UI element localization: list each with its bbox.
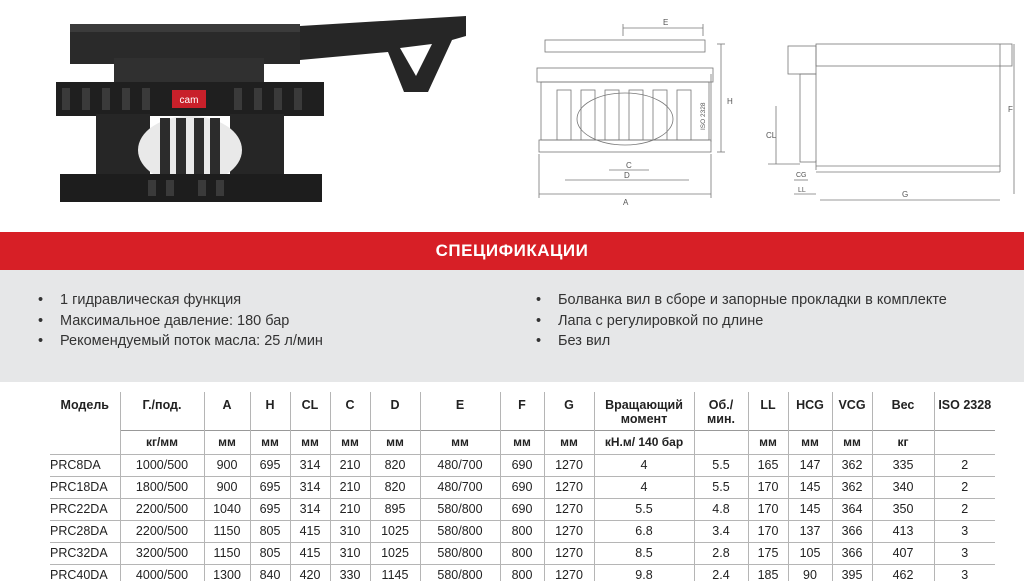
- table-row: [50, 564, 995, 581]
- feature-item: • 1 гидравлическая функция: [38, 292, 242, 308]
- column-header: VCG: [832, 392, 872, 430]
- table-cell: 2200/500: [120, 520, 204, 542]
- dim-F: F: [1008, 105, 1013, 114]
- table-cell: 147: [788, 454, 832, 476]
- table-cell: 420: [290, 564, 330, 581]
- table-cell: 1270: [544, 498, 594, 520]
- column-unit: [934, 430, 995, 454]
- dim-CG: CG: [796, 172, 807, 179]
- table-cell: 364: [832, 498, 872, 520]
- table-cell: 580/800: [420, 564, 500, 581]
- table-body: [50, 454, 995, 581]
- table-cell: 805: [250, 542, 290, 564]
- table-cell: 895: [370, 498, 420, 520]
- table-cell: 480/700: [420, 476, 500, 498]
- table-cell: 170: [748, 498, 788, 520]
- table-cell: 1025: [370, 542, 420, 564]
- table-row: [50, 542, 995, 564]
- table-cell: 407: [872, 542, 934, 564]
- table-cell: 9.8: [594, 564, 694, 581]
- table-cell: 145: [788, 476, 832, 498]
- table-cell: 366: [832, 542, 872, 564]
- dim-E: E: [663, 18, 669, 27]
- table-cell: 3: [934, 520, 995, 542]
- feature-item: • Лапа с регулировкой по длине: [536, 312, 764, 329]
- table-cell: 1150: [204, 520, 250, 542]
- table-cell: 314: [290, 498, 330, 520]
- side-view-drawing: [760, 14, 1022, 214]
- table-cell: 340: [872, 476, 934, 498]
- table-cell: 310: [330, 542, 370, 564]
- column-unit: мм: [370, 430, 420, 454]
- feature-item: • Без вил: [536, 333, 611, 349]
- table-cell: 170: [748, 476, 788, 498]
- table-cell: 165: [748, 454, 788, 476]
- table-cell: 3: [934, 564, 995, 581]
- table-cell: 5.5: [594, 498, 694, 520]
- table-cell: 415: [290, 520, 330, 542]
- dim-ISO: ISO 2328: [700, 102, 707, 130]
- dim-A: A: [623, 198, 629, 207]
- table-cell: 6.8: [594, 520, 694, 542]
- table-cell: 4.8: [694, 498, 748, 520]
- column-unit: мм: [330, 430, 370, 454]
- table-cell: 3: [934, 542, 995, 564]
- table-cell: 8.5: [594, 542, 694, 564]
- table-cell: 2: [934, 498, 995, 520]
- table-cell: 900: [204, 454, 250, 476]
- table-cell: 5.5: [694, 476, 748, 498]
- table-cell: 2: [934, 454, 995, 476]
- column-header: F: [500, 392, 544, 430]
- table-units-row: [50, 430, 995, 454]
- feature-item: • Максимальное давление: 180 бар: [38, 312, 290, 329]
- column-header: LL: [748, 392, 788, 430]
- features-panel: [0, 270, 1024, 382]
- table-cell: 800: [500, 520, 544, 542]
- column-unit: мм: [748, 430, 788, 454]
- table-cell: 480/700: [420, 454, 500, 476]
- column-header: H: [250, 392, 290, 430]
- table-cell: 1150: [204, 542, 250, 564]
- table-cell: 210: [330, 476, 370, 498]
- dim-D: D: [624, 171, 630, 180]
- table-cell: 210: [330, 454, 370, 476]
- table-cell: 1025: [370, 520, 420, 542]
- column-header: A: [204, 392, 250, 430]
- features-left-list: [38, 290, 323, 352]
- dim-LL: LL: [798, 187, 806, 194]
- table-cell: 362: [832, 454, 872, 476]
- feature-item: • Болванка вил в сборе и запорные прокладки в комплекте: [536, 292, 947, 308]
- column-header: Об./ мин.: [694, 392, 748, 430]
- column-header: Вес: [872, 392, 934, 430]
- table-cell: 800: [500, 542, 544, 564]
- column-unit: мм: [544, 430, 594, 454]
- table-cell: 350: [872, 498, 934, 520]
- table-cell: 2.4: [694, 564, 748, 581]
- table-cell: 170: [748, 520, 788, 542]
- features-right-list: [536, 290, 947, 352]
- front-view-drawing: [525, 14, 755, 214]
- column-header: CL: [290, 392, 330, 430]
- table-cell: 695: [250, 454, 290, 476]
- table-cell: 185: [748, 564, 788, 581]
- table-cell: 580/800: [420, 498, 500, 520]
- dim-H: H: [727, 97, 733, 106]
- table-header-row: [50, 392, 995, 430]
- table-row: [50, 454, 995, 476]
- table-cell: 145: [788, 498, 832, 520]
- table-cell: 90: [788, 564, 832, 581]
- table-cell: 210: [330, 498, 370, 520]
- table-cell: 2200/500: [120, 498, 204, 520]
- table-cell: 1270: [544, 476, 594, 498]
- column-header: Г./под.: [120, 392, 204, 430]
- column-unit: мм: [788, 430, 832, 454]
- table-cell: 4000/500: [120, 564, 204, 581]
- table-cell: 462: [872, 564, 934, 581]
- column-header: G: [544, 392, 594, 430]
- table-cell: 1270: [544, 542, 594, 564]
- model-cell: PRC40DA: [50, 564, 120, 581]
- table-cell: 415: [290, 542, 330, 564]
- table-cell: 175: [748, 542, 788, 564]
- table-cell: 1000/500: [120, 454, 204, 476]
- column-header: Модель: [60, 398, 109, 412]
- table-cell: 395: [832, 564, 872, 581]
- column-unit: кН.м/ 140 бар: [594, 430, 694, 454]
- column-header: C: [330, 392, 370, 430]
- column-unit: кг/мм: [120, 430, 204, 454]
- table-cell: 362: [832, 476, 872, 498]
- table-cell: 3.4: [694, 520, 748, 542]
- column-header: ISO 2328: [934, 392, 995, 430]
- table-cell: 330: [330, 564, 370, 581]
- table-cell: 695: [250, 498, 290, 520]
- column-header: HCG: [788, 392, 832, 430]
- table-cell: 1040: [204, 498, 250, 520]
- table-cell: 820: [370, 454, 420, 476]
- product-figures: [0, 0, 1024, 230]
- column-header: Вращающий момент: [594, 392, 694, 430]
- model-cell: PRC32DA: [50, 542, 120, 564]
- table-cell: 3200/500: [120, 542, 204, 564]
- table-cell: 690: [500, 498, 544, 520]
- specifications-banner: СПЕЦИФИКАЦИИ: [0, 232, 1024, 270]
- table-cell: 695: [250, 476, 290, 498]
- dim-C: C: [626, 161, 632, 170]
- table-cell: 2: [934, 476, 995, 498]
- column-unit: мм: [250, 430, 290, 454]
- table-cell: 1270: [544, 454, 594, 476]
- column-unit: мм: [420, 430, 500, 454]
- table-cell: 314: [290, 476, 330, 498]
- dim-CL: CL: [766, 131, 777, 140]
- table-cell: 335: [872, 454, 934, 476]
- table-cell: 366: [832, 520, 872, 542]
- table-cell: 805: [250, 520, 290, 542]
- column-unit: мм: [832, 430, 872, 454]
- table-cell: 840: [250, 564, 290, 581]
- product-photo: [48, 14, 472, 210]
- table-cell: 5.5: [694, 454, 748, 476]
- table-cell: 1270: [544, 564, 594, 581]
- table-cell: 4: [594, 454, 694, 476]
- column-header: D: [370, 392, 420, 430]
- table-cell: 137: [788, 520, 832, 542]
- table-cell: 1800/500: [120, 476, 204, 498]
- model-cell: PRC8DA: [50, 454, 120, 476]
- table-cell: 820: [370, 476, 420, 498]
- model-cell: PRC28DA: [50, 520, 120, 542]
- spec-table: [50, 392, 995, 581]
- table-row: [50, 476, 995, 498]
- column-unit: мм: [290, 430, 330, 454]
- table-cell: 690: [500, 476, 544, 498]
- table-cell: 310: [330, 520, 370, 542]
- logo-text: cam: [179, 95, 199, 106]
- table-cell: 413: [872, 520, 934, 542]
- model-cell: PRC18DA: [50, 476, 120, 498]
- column-unit: [694, 430, 748, 454]
- column-unit: кг: [872, 430, 934, 454]
- table-cell: 2.8: [694, 542, 748, 564]
- feature-item: • Рекомендуемый поток масла: 25 л/мин: [38, 333, 323, 349]
- column-header: E: [420, 392, 500, 430]
- table-cell: 1145: [370, 564, 420, 581]
- column-unit: мм: [500, 430, 544, 454]
- dim-G: G: [902, 190, 909, 199]
- column-unit: мм: [204, 430, 250, 454]
- table-row: [50, 520, 995, 542]
- table-cell: 1300: [204, 564, 250, 581]
- column-unit: [50, 430, 120, 454]
- table-cell: 4: [594, 476, 694, 498]
- table-cell: 800: [500, 564, 544, 581]
- table-row: [50, 498, 995, 520]
- table-cell: 900: [204, 476, 250, 498]
- table-cell: 580/800: [420, 542, 500, 564]
- table-cell: 1270: [544, 520, 594, 542]
- table-cell: 580/800: [420, 520, 500, 542]
- table-cell: 314: [290, 454, 330, 476]
- model-cell: PRC22DA: [50, 498, 120, 520]
- table-cell: 690: [500, 454, 544, 476]
- table-cell: 105: [788, 542, 832, 564]
